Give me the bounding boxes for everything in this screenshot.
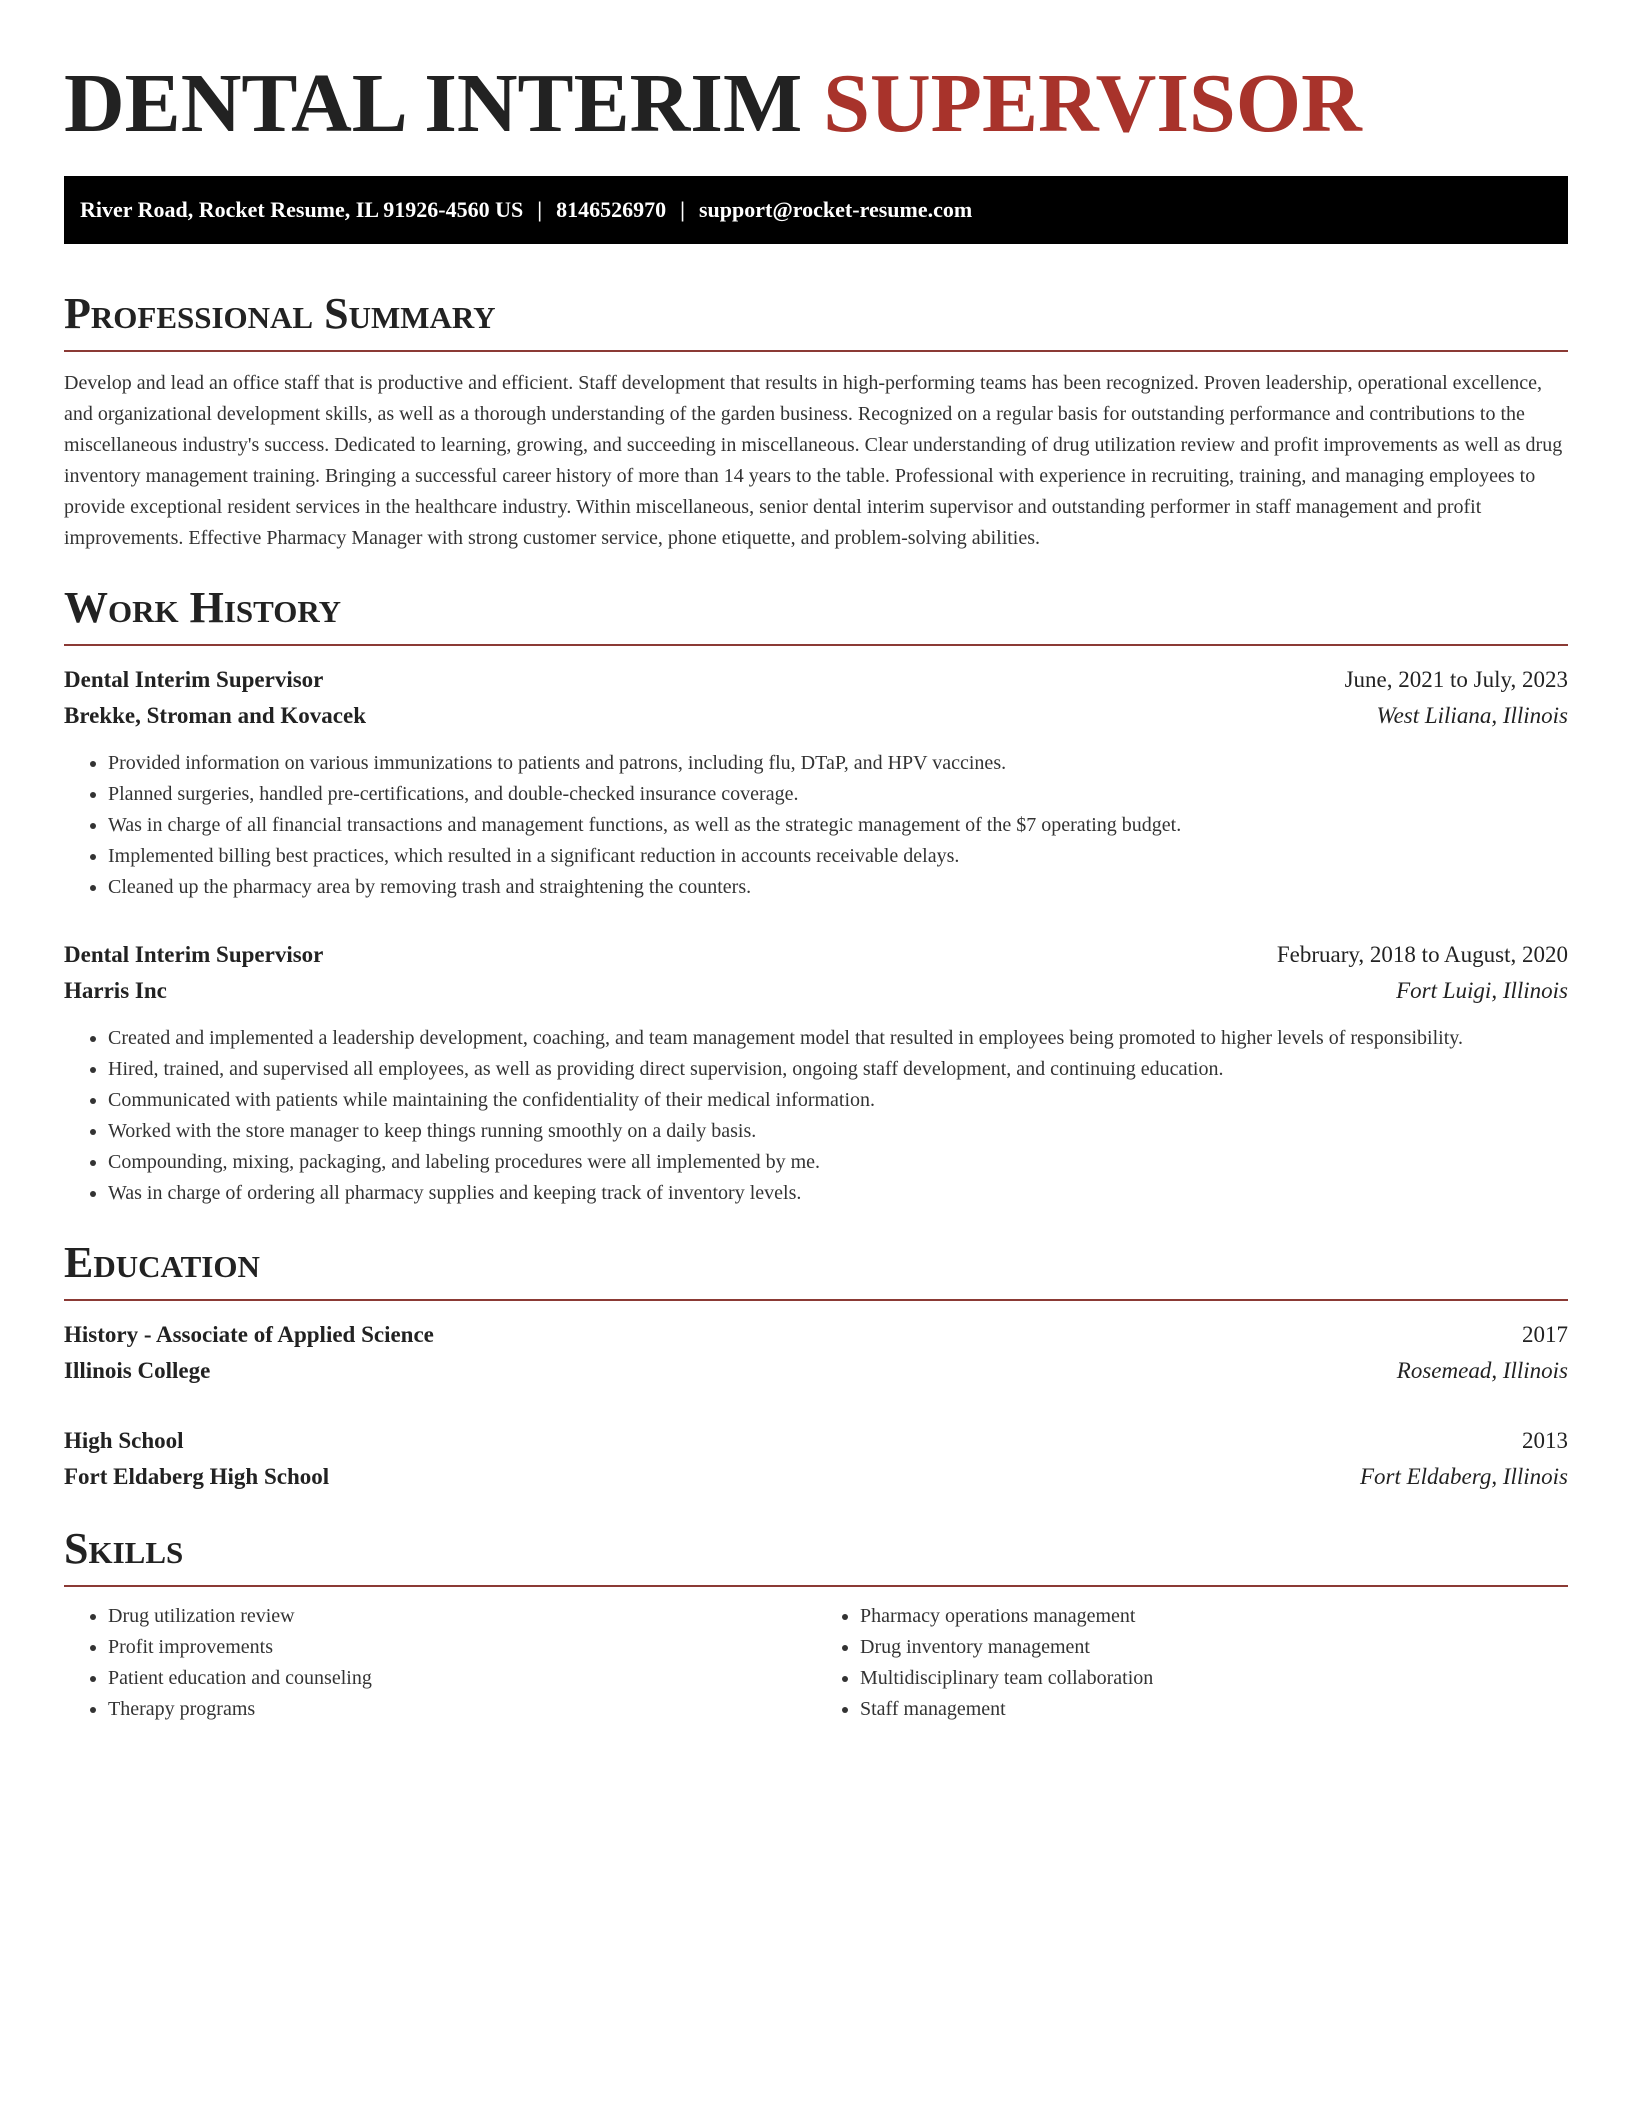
education-school-row bbox=[64, 1353, 1568, 1389]
job-dates: June, 2021 to July, 2023 bbox=[1344, 667, 1568, 692]
bullet-item: • Was in charge of all financial transactions and management functions, as well as the strategic management of the $7 operating budget. bbox=[108, 810, 1568, 841]
skills-list bbox=[816, 1601, 1568, 1725]
skills-list bbox=[64, 1601, 816, 1725]
education-location: Rosemead, Illinois bbox=[1396, 1358, 1568, 1383]
skill-item: • Pharmacy operations management bbox=[860, 1601, 1568, 1632]
summary-section bbox=[64, 290, 1568, 554]
bullet-item: • Compounding, mixing, packaging, and labeling procedures were all implemented by me. bbox=[108, 1147, 1568, 1178]
skill-item: • Drug utilization review bbox=[108, 1601, 816, 1632]
job-header-row bbox=[64, 937, 1568, 973]
bullet-item: • Hired, trained, and supervised all employees, as well as providing direct supervision, ongoing staff development, and continuing education. bbox=[108, 1054, 1568, 1085]
bullet-item: • Cleaned up the pharmacy area by removing trash and straightening the counters. bbox=[108, 872, 1568, 903]
work-history-section bbox=[64, 584, 1568, 1209]
skill-item: • Profit improvements bbox=[108, 1632, 816, 1663]
job-location: West Liliana, Illinois bbox=[1376, 703, 1568, 728]
job-title: Dental Interim Supervisor bbox=[64, 942, 324, 967]
skills-column-left bbox=[64, 1601, 816, 1725]
job-entry bbox=[64, 937, 1568, 1209]
summary-text: Develop and lead an office staff that is productive and efficient. Staff development that results in high-performing teams has been recognized. Proven leadership, operational excellence, and organizational development skills, as well as a thorough understanding of the garden business. Recognized on a regular basis for outstanding performance and contributions to the miscellaneous industry's success. Dedicated to learning, growing, and succeeding in miscellaneous. Clear understanding of drug utilization review and profit improvements as well as drug inventory management training. Bringing a successful career history of more than 14 years to the table. Professional with experience in recruiting, training, and managing employees to provide exceptional resident services in the healthcare industry. Within miscellaneous, senior dental interim supervisor and outstanding performer in staff management and profit improvements. Effective Pharmacy Manager with strong customer service, phone etiquette, and problem-solving abilities. bbox=[64, 372, 1563, 549]
education-location: Fort Eldaberg, Illinois bbox=[1359, 1464, 1568, 1489]
skill-item: • Multidisciplinary team collaboration bbox=[860, 1663, 1568, 1694]
education-degree: High School bbox=[64, 1428, 184, 1453]
education-section bbox=[64, 1239, 1568, 1495]
skill-item: • Patient education and counseling bbox=[108, 1663, 816, 1694]
job-entry bbox=[64, 662, 1568, 903]
job-title: Dental Interim Supervisor bbox=[64, 667, 324, 692]
education-entry bbox=[64, 1317, 1568, 1389]
skill-item: • Staff management bbox=[860, 1694, 1568, 1725]
contact-separator: | bbox=[680, 197, 685, 222]
education-school-row bbox=[64, 1459, 1568, 1495]
education-header-row bbox=[64, 1317, 1568, 1353]
education-school: Illinois College bbox=[64, 1358, 211, 1383]
section-title: Work History bbox=[64, 584, 1568, 646]
name-first: DENTAL INTERIM bbox=[64, 57, 803, 150]
job-company-row bbox=[64, 698, 1568, 734]
job-company: Brekke, Stroman and Kovacek bbox=[64, 703, 367, 728]
contact-separator: | bbox=[537, 197, 543, 222]
job-location: Fort Luigi, Illinois bbox=[1396, 978, 1568, 1003]
contact-address: River Road, Rocket Resume, IL 91926-4560 US bbox=[80, 197, 524, 222]
bullet-item: • Planned surgeries, handled pre-certifications, and double-checked insurance coverage. bbox=[108, 779, 1568, 810]
skills-grid bbox=[64, 1601, 1568, 1725]
section-title: Skills bbox=[64, 1525, 1568, 1587]
job-dates: February, 2018 to August, 2020 bbox=[1276, 942, 1568, 967]
job-header-row bbox=[64, 662, 1568, 698]
education-entry bbox=[64, 1423, 1568, 1495]
bullet-item: • Created and implemented a leadership development, coaching, and team management model that resulted in employees being promoted to higher levels of responsibility. bbox=[108, 1023, 1568, 1054]
education-school: Fort Eldaberg High School bbox=[64, 1464, 330, 1489]
job-company: Harris Inc bbox=[64, 978, 167, 1003]
skills-section bbox=[64, 1525, 1568, 1725]
skill-item: • Drug inventory management bbox=[860, 1632, 1568, 1663]
bullet-item: • Was in charge of ordering all pharmacy supplies and keeping track of inventory levels. bbox=[108, 1178, 1568, 1209]
contact-email: support@rocket-resume.com bbox=[698, 197, 973, 222]
job-bullets bbox=[64, 1023, 1568, 1209]
job-bullets bbox=[64, 748, 1568, 903]
job-company-row bbox=[64, 973, 1568, 1009]
bullet-item: • Implemented billing best practices, which resulted in a significant reduction in accounts receivable delays. bbox=[108, 841, 1568, 872]
section-title: Professional Summary bbox=[64, 290, 1568, 352]
education-year: 2013 bbox=[1522, 1428, 1568, 1453]
skill-item: • Therapy programs bbox=[108, 1694, 816, 1725]
education-header-row bbox=[64, 1423, 1568, 1459]
skills-column-right bbox=[816, 1601, 1568, 1725]
contact-phone: 8146526970 bbox=[556, 197, 667, 222]
bullet-item: • Worked with the store manager to keep things running smoothly on a daily basis. bbox=[108, 1116, 1568, 1147]
education-degree: History - Associate of Applied Science bbox=[64, 1322, 434, 1347]
resume-name bbox=[64, 56, 1568, 152]
bullet-item: • Communicated with patients while maintaining the confidentiality of their medical information. bbox=[108, 1085, 1568, 1116]
name-last: SUPERVISOR bbox=[823, 57, 1362, 150]
bullet-item: • Provided information on various immunizations to patients and patrons, including flu, DTaP, and HPV vaccines. bbox=[108, 748, 1568, 779]
contact-bar bbox=[64, 176, 1568, 244]
section-title: Education bbox=[64, 1239, 1568, 1301]
education-year: 2017 bbox=[1522, 1322, 1568, 1347]
